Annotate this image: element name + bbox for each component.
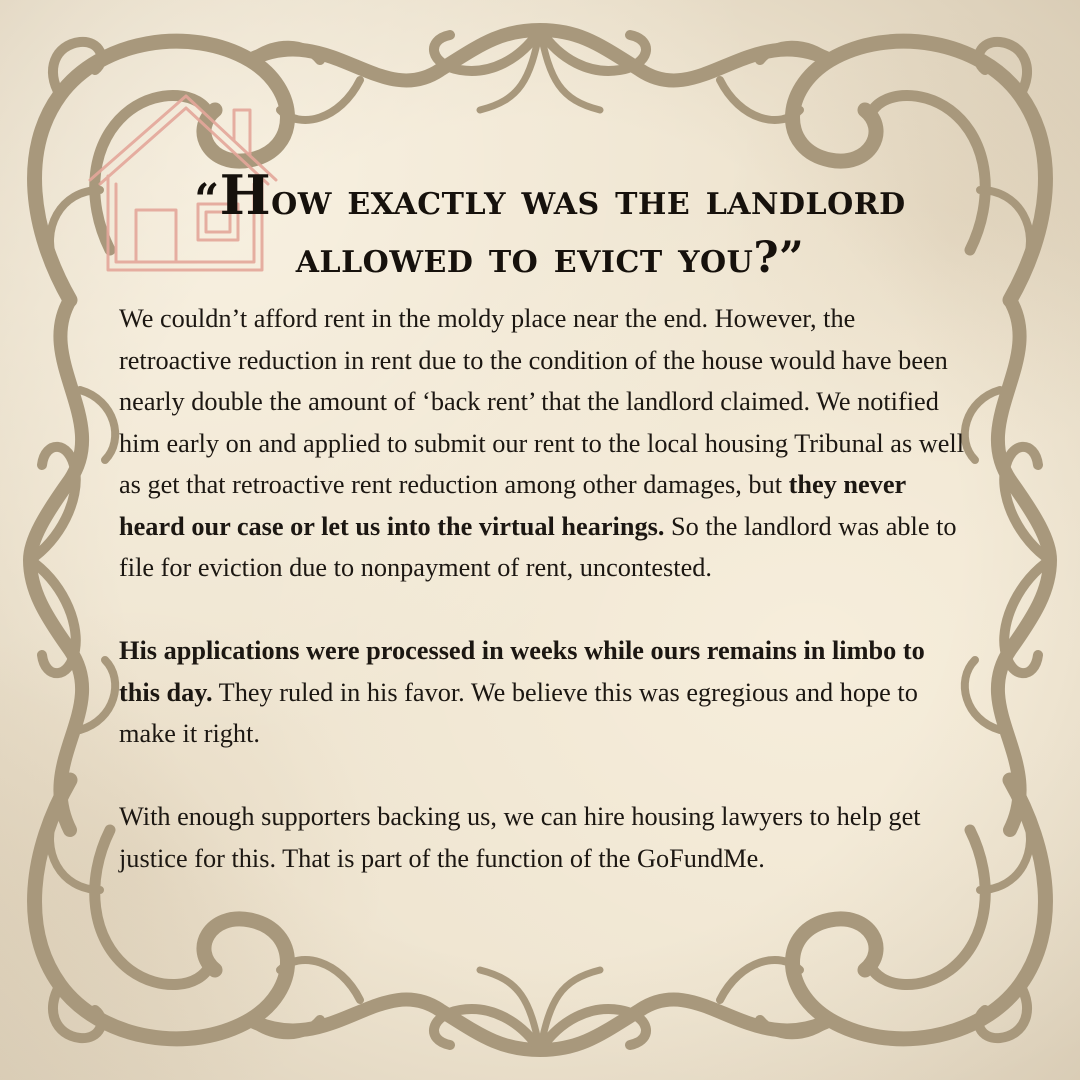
title-initial-letter: H xyxy=(219,163,272,227)
title-line-1: ow exactly was the landlord xyxy=(271,175,906,225)
paragraph-2 xyxy=(119,630,969,755)
story-body xyxy=(119,298,969,879)
paragraph-1-text-a: We couldn’t afford rent in the moldy place near the end. However, the retroactive reduction in rent due to the condition of the house would have been nearly double the amount of ‘back rent’ that the landlord claimed. We notified him early on and applied to submit our rent to the local housing Tribunal as well as get that retroactive rent reduction among other damages, but xyxy=(119,304,965,499)
title-line-2: allowed to evict you?” xyxy=(295,233,805,283)
paragraph-1 xyxy=(119,298,969,589)
paragraph-2-text: They ruled in his favor. We believe this was egregious and hope to make it right. xyxy=(119,677,918,748)
paragraph-1-emphasis: they never heard our case or let us into the virtual hearings. xyxy=(119,470,906,541)
paragraph-2-emphasis: His applications were processed in weeks while ours remains in limbo to this day. xyxy=(119,636,925,707)
page-title xyxy=(150,163,950,287)
title-open-quote: “ xyxy=(194,175,220,225)
paragraph-3-text: With enough supporters backing us, we can hire housing lawyers to help get justice for this. That is part of the function of the GoFundMe. xyxy=(119,802,921,873)
paragraph-1-text-b: So the landlord was able to file for eviction due to nonpayment of rent, uncontested. xyxy=(119,511,957,582)
paragraph-3 xyxy=(119,796,969,879)
